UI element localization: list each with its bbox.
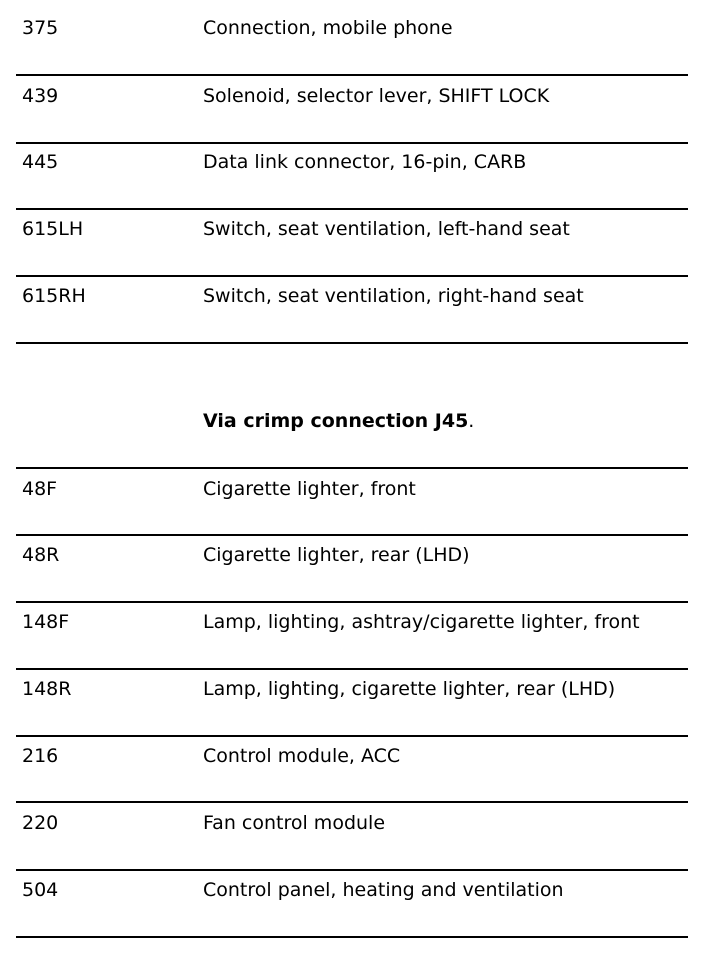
component-description: Cigarette lighter, front (203, 478, 416, 500)
table-row (16, 479, 688, 499)
note-bold-text: Via crimp connection J45 (203, 410, 469, 432)
component-description: Fan control module (203, 812, 386, 834)
table-row (16, 880, 688, 900)
component-description: Data link connector, 16-pin, CARB (203, 151, 527, 173)
table-row (16, 545, 688, 565)
table-row (16, 219, 688, 239)
component-code: 504 (22, 879, 59, 901)
component-code: 615LH (22, 218, 84, 240)
component-description: Lamp, lighting, cigarette lighter, rear (LHD) (203, 678, 616, 700)
component-description: Lamp, lighting, ashtray/cigarette lighter, front (203, 611, 640, 633)
component-code: 445 (22, 151, 59, 173)
table-row (16, 152, 688, 172)
table-row (16, 86, 688, 106)
table-row (16, 612, 688, 632)
row-divider (16, 275, 688, 277)
component-description: Control panel, heating and ventilation (203, 879, 564, 901)
row-divider (16, 869, 688, 871)
component-code: 439 (22, 85, 59, 107)
row-divider (16, 208, 688, 210)
component-code: 615RH (22, 285, 86, 307)
component-description: Switch, seat ventilation, right-hand seat (203, 285, 584, 307)
component-description: Connection, mobile phone (203, 17, 453, 39)
row-divider (16, 735, 688, 737)
row-divider (16, 74, 688, 76)
table-row (16, 746, 688, 766)
row-divider (16, 801, 688, 803)
component-code: 148R (22, 678, 72, 700)
table-row (16, 286, 688, 306)
row-divider (16, 467, 688, 469)
row-divider (16, 342, 688, 344)
crimp-connection-note (203, 411, 474, 431)
component-code: 148F (22, 611, 70, 633)
row-divider (16, 142, 688, 144)
row-divider (16, 534, 688, 536)
component-description: Cigarette lighter, rear (LHD) (203, 544, 470, 566)
component-code: 48F (22, 478, 58, 500)
component-description: Switch, seat ventilation, left-hand seat (203, 218, 570, 240)
row-divider (16, 668, 688, 670)
table-row (16, 679, 688, 699)
component-description: Control module, ACC (203, 745, 401, 767)
component-code: 48R (22, 544, 60, 566)
row-divider (16, 601, 688, 603)
table-row (16, 813, 688, 833)
row-divider (16, 936, 688, 938)
component-description: Solenoid, selector lever, SHIFT LOCK (203, 85, 550, 107)
note-suffix: . (468, 410, 475, 432)
component-code: 220 (22, 812, 59, 834)
component-code: 216 (22, 745, 59, 767)
component-code: 375 (22, 17, 59, 39)
table-row (16, 18, 688, 38)
